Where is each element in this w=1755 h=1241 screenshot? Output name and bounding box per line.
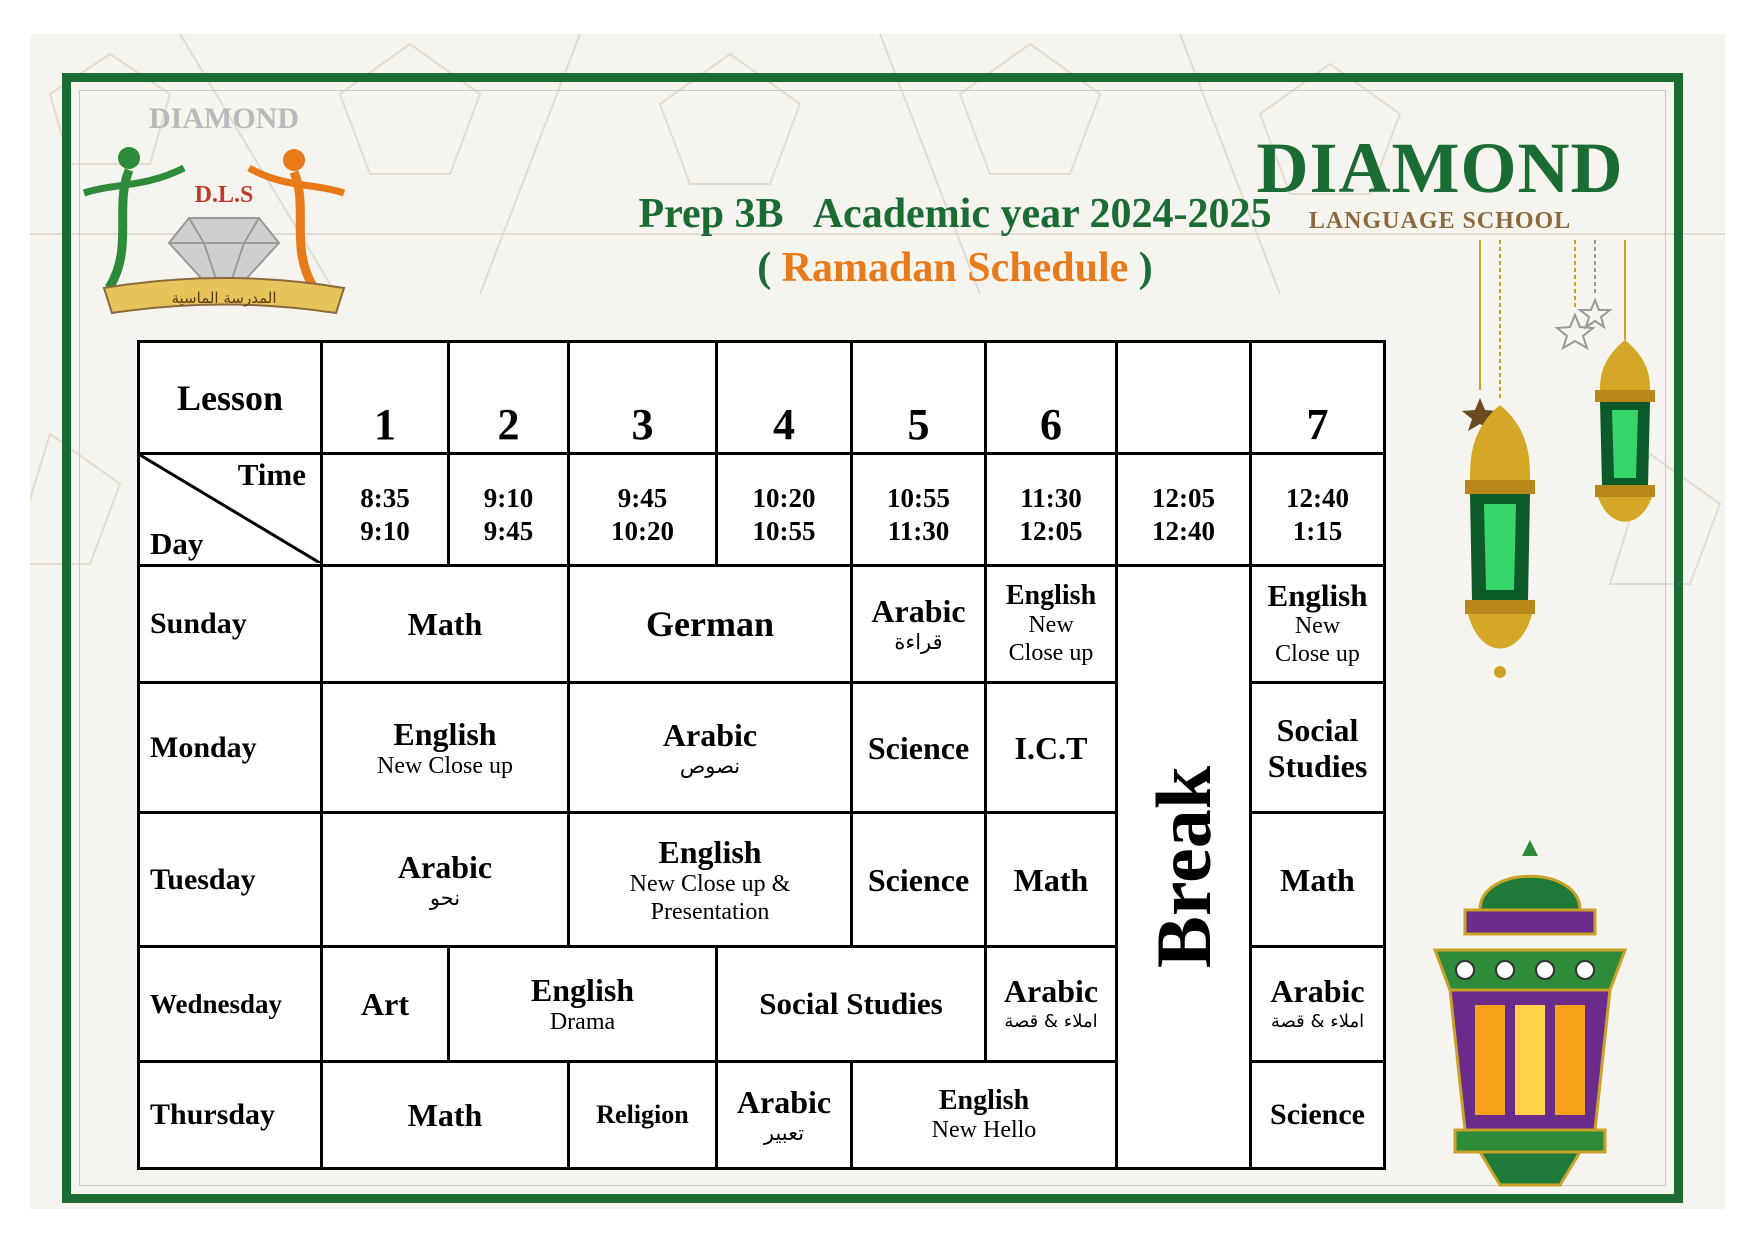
time-end: 10:55 [752, 515, 816, 546]
day-name: Sunday [139, 566, 322, 683]
logo-text: DIAMOND [149, 102, 299, 135]
subject-name: I.C.T [1014, 729, 1088, 766]
subject-cell [569, 813, 852, 947]
lesson-number: 7 [1251, 342, 1385, 454]
subject-cell [986, 947, 1117, 1062]
lantern-icon [1465, 405, 1535, 678]
time-start: 11:30 [1020, 482, 1082, 513]
subject-name: Math [407, 606, 483, 642]
subject-name: Arabic [1270, 973, 1365, 1009]
time-start: 8:35 [360, 482, 410, 513]
time-row [139, 454, 1385, 566]
subject-cell [449, 947, 717, 1062]
time-slot [569, 454, 717, 566]
subject-name: Science [867, 861, 970, 898]
subject-cell [717, 947, 986, 1062]
subject-cell [852, 1062, 1117, 1169]
time-label: Time [237, 457, 306, 492]
break-label: Break [1139, 765, 1227, 969]
subject-note: قراءة [894, 630, 943, 654]
time-day-header [139, 454, 322, 566]
subject-cell [986, 566, 1117, 683]
logo-initials: D.L.S [194, 182, 254, 208]
time-start: 9:45 [617, 482, 668, 513]
subject-cell [852, 683, 986, 813]
subject-name: Art [361, 986, 409, 1022]
hanging-lanterns [1400, 240, 1680, 710]
subject-cell [1251, 683, 1385, 813]
subject-name: German [646, 604, 774, 644]
subject-note: املاء & قصة [1270, 1011, 1365, 1032]
subject-note: New Close up [1008, 612, 1094, 666]
subject-name: English [938, 1085, 1030, 1116]
subject-note: New Hello [931, 1117, 1037, 1143]
subject-cell [322, 566, 569, 683]
subject-cell [1251, 566, 1385, 683]
lantern-icon [1435, 840, 1625, 1185]
lesson-header-label: Lesson [139, 342, 322, 454]
subject-name: Arabic [1003, 973, 1099, 1009]
time-slot-break [1117, 454, 1251, 566]
brand-name: DIAMOND [1256, 128, 1624, 208]
day-row-sunday [139, 566, 1385, 683]
subject-name: English [530, 972, 635, 1008]
time-start: 10:55 [887, 482, 950, 513]
subject-cell [322, 947, 449, 1062]
subject-cell [717, 1062, 852, 1169]
lesson-number: 6 [986, 342, 1117, 454]
subject-name: English [393, 715, 497, 752]
school-logo [74, 98, 364, 328]
time-slot [322, 454, 449, 566]
subject-name: Social Studies [759, 986, 943, 1021]
subject-cell [1251, 1062, 1385, 1169]
time-end: 9:45 [483, 515, 534, 546]
subject-name: English [658, 833, 762, 870]
subject-cell [1251, 813, 1385, 947]
subject-cell [322, 683, 569, 813]
subject-cell [322, 1062, 569, 1169]
lesson-number: 2 [449, 342, 569, 454]
subtitle-close: ) [1128, 245, 1153, 291]
time-slot [1251, 454, 1385, 566]
subject-name: Religion [596, 1100, 689, 1129]
subject-cell [322, 813, 569, 947]
day-name: Tuesday [139, 813, 322, 947]
page-subtitle [430, 242, 1480, 294]
subject-note: نصوص [679, 753, 741, 778]
subject-cell [569, 1062, 717, 1169]
subject-note: Drama [549, 1009, 616, 1035]
time-slot [852, 454, 986, 566]
subject-note: New Close up [377, 752, 513, 779]
subject-note: New Close up [1275, 613, 1360, 667]
subject-cell [569, 566, 852, 683]
logo-banner: المدرسة الماسية [171, 289, 277, 307]
subject-name: Math [1013, 861, 1089, 898]
day-name: Wednesday [139, 947, 322, 1062]
time-end: 12:40 [1152, 515, 1215, 546]
break-column-header [1117, 342, 1251, 454]
subject-name: Science [867, 729, 970, 766]
time-end: 12:05 [1019, 515, 1083, 546]
subject-note: New Close up & Presentation [629, 870, 791, 925]
break-cell [1117, 566, 1251, 1169]
lesson-number: 1 [322, 342, 449, 454]
subject-note: تعبير [763, 1121, 805, 1145]
time-start: 12:40 [1286, 482, 1349, 513]
subject-cell [1251, 947, 1385, 1062]
subject-cell [986, 683, 1117, 813]
page-title: Prep 3B Academic year 2024-2025 [638, 191, 1272, 237]
lesson-number: 5 [852, 342, 986, 454]
subject-cell [852, 813, 986, 947]
lesson-header-row [139, 342, 1385, 454]
subject-name: English [1267, 578, 1368, 613]
day-name: Thursday [139, 1062, 322, 1169]
time-slot [986, 454, 1117, 566]
subject-name: Arabic [736, 1084, 832, 1120]
ramadan-lantern [1420, 840, 1640, 1200]
time-slot [717, 454, 852, 566]
subject-name: Arabic [662, 716, 758, 753]
subtitle-accent: Ramadan Schedule [781, 245, 1129, 291]
day-name: Monday [139, 683, 322, 813]
time-start: 10:20 [752, 482, 816, 513]
star-icon [1580, 300, 1610, 327]
day-label: Day [150, 526, 204, 561]
subject-cell [986, 813, 1117, 947]
lesson-number: 4 [717, 342, 852, 454]
subject-note: املاء & قصة [1004, 1011, 1098, 1032]
subject-cell [569, 683, 852, 813]
subject-name: English [1005, 580, 1097, 611]
time-end: 1:15 [1292, 515, 1343, 546]
subject-name: Arabic [871, 593, 966, 629]
subject-name: Math [407, 1097, 483, 1133]
schedule-table [137, 340, 1386, 1170]
subject-name: Math [1280, 861, 1355, 898]
subtitle-open: ( [757, 245, 782, 291]
subject-name: Science [1270, 1098, 1365, 1131]
time-end: 11:30 [887, 515, 950, 546]
time-end: 9:10 [360, 515, 410, 546]
subject-name: Social Studies [1267, 711, 1368, 784]
subject-name: Arabic [397, 848, 493, 885]
subject-note: نحو [429, 885, 461, 910]
time-start: 12:05 [1152, 482, 1215, 513]
time-start: 9:10 [483, 482, 534, 513]
subject-cell [852, 566, 986, 683]
lantern-icon [1595, 340, 1655, 522]
brand-subtitle: LANGUAGE SCHOOL [1308, 208, 1572, 234]
time-end: 10:20 [611, 515, 674, 546]
time-slot [449, 454, 569, 566]
lesson-number: 3 [569, 342, 717, 454]
